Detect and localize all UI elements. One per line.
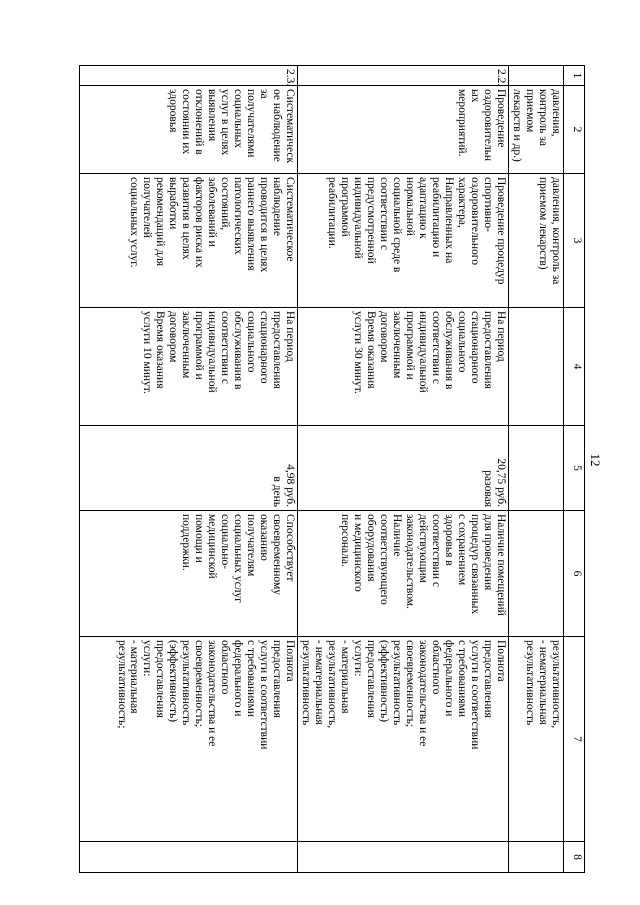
cell-line: обслуживания в [232,311,245,390]
column-header: 2 [564,86,585,174]
cell-line: предоставления [482,640,495,718]
column-header: 6 [564,511,585,637]
cell-line: соответствующего [378,514,391,605]
cell-line: Проведение [495,89,508,148]
cell-line: услуги 30 минут. [352,311,365,394]
cell-line: заключенным [180,311,193,379]
cell-line: медицинской [206,514,219,579]
cell-line: с требованиями [245,640,258,718]
cell-line: областного [219,640,232,695]
cell-line: законодательством. [404,514,417,609]
service-rate-cell [509,426,564,511]
cell-line: патологических [232,177,245,255]
cell-line: раннего выявления [245,177,258,271]
cell-line: (эффективность) [378,640,391,723]
cell-line: предоставления [271,640,284,718]
cell-line: Наличие [391,514,404,557]
cell-line: состоянии их [180,89,193,155]
service-term-cell [80,308,298,426]
column-header: 8 [564,842,585,873]
column-header: 5 [564,426,585,511]
cell-line: предоставления [365,640,378,718]
cell-line: получателями [245,89,258,158]
rotated-document-page [56,0,591,905]
cell-line: за [258,89,271,99]
cell-line: с сохранением [456,514,469,586]
cell-line: законодательства и ее [206,640,219,747]
cell-line: Проведение процедур [495,177,508,285]
cell-line: давления, [550,89,562,137]
cell-line: результативность; [115,640,128,729]
cell-line: с требованиями [456,640,469,718]
cell-line: результативность, [550,640,562,729]
cell-line: Систематическ [284,89,297,164]
cell-line: давления, контроль за [550,177,562,285]
service-rate-cell [298,426,509,511]
cell-line: в день [271,476,284,507]
cell-line: - нематериальная [313,640,326,725]
cell-line: адаптацию к [417,177,430,239]
cell-line: Наличие помещений [495,514,508,616]
column-header: 1 [564,66,585,86]
column-header: 4 [564,308,585,426]
cell-line: мероприятий. [456,89,469,157]
cell-line: выявления [206,89,219,142]
extra-cell [80,842,298,873]
header-row [564,66,585,873]
cell-line: индивидуальной [352,177,365,259]
cell-line: услуги в соответствии [258,640,271,750]
cell-line: социальной среде в [391,177,404,273]
cell-line: своевременность; [404,640,417,728]
cell-line: развития в целях [180,177,193,260]
cell-line: результативность [180,640,193,726]
cell-line: социального [245,311,258,373]
cell-line: лекарств и др.) [511,89,524,162]
cell-line: соответствии с [430,311,443,384]
cell-line: здоровья в [443,514,456,566]
cell-line: На период [495,311,508,362]
cell-line: процедур связанных [469,514,482,615]
cell-line: услуги 10 минут. [141,311,154,394]
column-header: 7 [564,637,585,842]
cell-line: договором [378,311,391,363]
cell-line: индивидуальной [206,311,219,393]
cell-line: результативность [391,640,404,726]
cell-line: заболеваний и [206,177,219,247]
cell-line: социальных [232,89,245,148]
cell-line: Систематическое [284,177,297,262]
row-number: 2.3. [80,66,298,86]
cell-line: договором [167,311,180,363]
service-conditions-cell [509,511,564,637]
cell-line: результативность, [326,640,339,729]
service-content-cell [509,174,564,308]
cell-line: Направленных на [443,177,456,264]
cell-line: предоставления [154,640,167,718]
service-name-cell [509,86,564,174]
cell-line: приемом [524,89,537,133]
cell-line: нормальной [404,177,417,236]
service-content-cell [80,174,298,308]
cell-line: Полнота [495,640,508,682]
cell-line: услуги: [141,640,154,677]
cell-line: 4,98 руб. [284,464,297,507]
cell-line: получателям [245,514,258,577]
cell-line: федерального и [232,640,245,717]
cell-line: (эффективность) [167,640,180,723]
service-conditions-cell [80,511,298,637]
service-term-cell [298,308,509,426]
service-name-cell [80,86,298,174]
cell-line: оборудования [365,514,378,582]
cell-line: оздоровительного [469,177,482,265]
service-content-cell [298,174,509,308]
service-evaluation-cell [298,637,509,842]
cell-line: действующим [417,514,430,583]
cell-line: стационарного [469,311,482,384]
cell-line: получателей [141,177,154,238]
cell-line: персонала. [339,514,352,567]
table-row [80,66,298,873]
cell-line: обслуживания в [443,311,456,390]
cell-line: предоставления [271,311,284,389]
cell-line: - материальная [128,640,141,714]
cell-line: поддержки. [180,514,193,571]
cell-line: реабилитацию и [430,177,443,258]
service-evaluation-cell [80,637,298,842]
column-header: 3 [564,174,585,308]
cell-line: программой и [193,311,206,380]
cell-line: состояний, [219,177,232,231]
cell-line: Полнота [284,640,297,682]
cell-line: реабилитации. [326,177,339,249]
cell-line: результативность [300,640,313,726]
cell-line: отклонений в [193,89,206,155]
cell-line: областного [430,640,443,695]
cell-line: стационарного [258,311,271,384]
cell-line: приемом лекарств) [537,177,550,270]
service-term-cell [509,308,564,426]
cell-line: разовая [482,470,495,507]
cell-line: услуги в соответствии [469,640,482,750]
cell-line: социально- [219,514,232,570]
cell-line: оздоровительн [482,89,495,162]
cell-line: оказанию [258,514,271,561]
cell-line: социальных услуг. [128,177,141,268]
row-number [509,66,564,86]
cell-line: - нематериальная [537,640,550,725]
table-row [509,66,564,873]
cell-line: проводится в целях [258,177,271,273]
cell-line: помощи и [193,514,206,563]
cell-line: выработки [167,177,180,230]
row-number: 2.2. [298,66,509,86]
cell-line: наблюдение [271,177,284,236]
services-table [79,65,585,873]
service-conditions-cell [298,511,509,637]
cell-line: федерального и [443,640,456,717]
page-number: 12 [588,453,603,467]
cell-line: программой и [404,311,417,380]
cell-line: контроль за [537,89,550,146]
service-name-cell [298,86,509,174]
cell-line: своевременному [271,514,284,595]
cell-line: заключенным [391,311,404,379]
cell-line: соответствии с [378,177,391,250]
cell-line: Время оказания [365,311,378,389]
cell-line: ое наблюдение [271,89,284,162]
extra-cell [509,842,564,873]
cell-line: соответствии с [219,311,232,384]
service-rate-cell [80,426,298,511]
cell-line: 20,75 руб. [495,458,508,507]
cell-line: рекомендаций для [154,177,167,267]
cell-line: социальных услуг [232,514,245,603]
cell-line: Время оказания [154,311,167,389]
cell-line: - материальная [339,640,352,714]
cell-line: результативность [524,640,537,726]
cell-line: и медицинского [352,514,365,592]
cell-line: соответствии с [430,514,443,587]
service-evaluation-cell [509,637,564,842]
cell-line: спортивно- [482,177,495,232]
cell-line: законодательства и ее [417,640,430,747]
cell-line: услуг в целях [219,89,232,156]
cell-line: индивидуальной [417,311,430,393]
cell-line: предусмотренной [365,177,378,264]
cell-line: характера, [456,177,469,228]
cell-line: своевременность; [193,640,206,728]
cell-line: здоровья [167,89,180,133]
cell-line: ых [469,89,482,103]
extra-cell [298,842,509,873]
cell-line: На период [284,311,297,362]
table-row [298,66,509,873]
cell-line: социального [456,311,469,373]
cell-line: предоставления [482,311,495,389]
cell-line: Способствует [284,514,297,582]
cell-line: факторов риска их [193,177,206,268]
cell-line: программой [339,177,352,237]
cell-line: для проведения [482,514,495,591]
cell-line: услуги: [352,640,365,677]
